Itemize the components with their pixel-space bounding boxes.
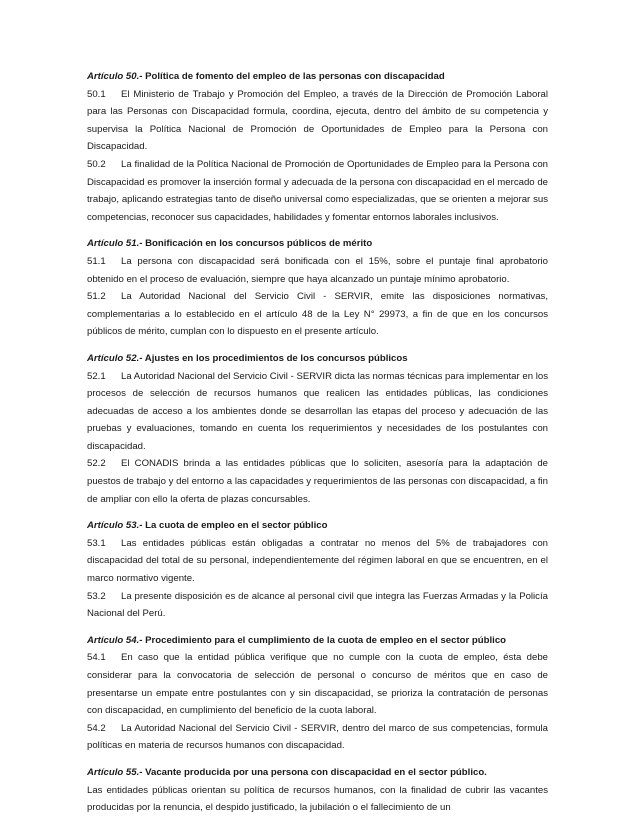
article-title: Vacante producida por una persona con discapacidad en el sector público. [142, 766, 487, 778]
article-52 [87, 350, 548, 508]
paragraph-number: 52.1 [87, 370, 106, 382]
article-title: Procedimiento para el cumplimiento de la cuota de empleo en el sector público [142, 634, 507, 646]
article-heading [87, 350, 548, 368]
article-paragraph [87, 782, 548, 817]
article-paragraph [87, 156, 548, 226]
article-number: Artículo 53.- [87, 520, 143, 532]
article-number: Artículo 52.- [87, 352, 143, 364]
article-title: Política de fomento del empleo de las personas con discapacidad [142, 71, 445, 82]
article-heading [87, 68, 548, 86]
paragraph-text: La Autoridad Nacional del Servicio Civil - SERVIR, emite las disposiciones normativas, complementarias a lo establecido en el artículo 48 de la Ley N° 29973, a fin de que en los concursos públicos de mérito, cumplan con lo dispuesto en el presente artículo. [87, 291, 548, 338]
paragraph-number: 51.1 [87, 255, 106, 267]
paragraph-number: 52.2 [87, 458, 106, 470]
paragraph-number: 51.2 [87, 291, 106, 303]
paragraph-number: 50.2 [87, 158, 106, 170]
paragraph-text: La persona con discapacidad será bonificada con el 15%, sobre el puntaje final aprobatorio obtenido en el proceso de evaluación, siempre que haya alcanzado un puntaje mínimo aprobatorio. [87, 255, 548, 285]
article-53 [87, 517, 548, 623]
article-number: Artículo 55.- [87, 766, 143, 778]
article-heading [87, 764, 548, 782]
paragraph-text: El Ministerio de Trabajo y Promoción del Empleo, a través de la Dirección de Promoción Laboral para las Personas con Discapacidad formula, coordina, ejecuta, dentro del ámbito de su competencia y supervisa la Política Nacional de Promoción de Oportunidades de Empleo para la Persona con Discapacidad. [87, 88, 548, 153]
article-paragraph [87, 588, 548, 623]
article-number: Artículo 51.- [87, 238, 143, 250]
paragraph-text: Las entidades públicas orientan su política de recursos humanos, con la finalidad de cubrir las vacantes producidas por la renuncia, el despido justificado, la jubilación o el fallecimiento de un [87, 784, 548, 814]
paragraph-text: El CONADIS brinda a las entidades públicas que lo soliciten, asesoría para la adaptación de puestos de trabajo y del entorno a las capacidades y requerimientos de las personas con discapacidad, a fin de ampliar con ello la oferta de plazas concursables. [87, 458, 548, 505]
paragraph-number: 54.1 [87, 652, 106, 664]
paragraph-text: La presente disposición es de alcance al personal civil que integra las Fuerzas Armadas y la Policía Nacional del Perú. [87, 590, 548, 620]
article-paragraph [87, 368, 548, 456]
article-51 [87, 235, 548, 341]
paragraph-text: En caso que la entidad pública verifique que no cumple con la cuota de empleo, ésta debe considerar para la convocatoria de selección de personal o concurso de méritos que en caso de presentarse un empate entre postulantes con y sin discapacidad, se prioriza la contratación de personas con discapacidad, en cumplimiento del beneficio de la cuota laboral. [87, 652, 548, 717]
article-title: Ajustes en los procedimientos de los concursos públicos [142, 352, 408, 364]
article-50 [87, 68, 548, 226]
article-paragraph [87, 288, 548, 341]
paragraph-text: La finalidad de la Política Nacional de Promoción de Oportunidades de Empleo para la Persona con Discapacidad es promover la inserción formal y adecuada de la persona con discapacidad en el mercado de trabajo, aplicando estrategias tanto de diseño universal como especializadas, que se orienten a mejorar sus competencias, reconocer sus capacidades, habilidades y fomentar entornos laborales inclusivos. [87, 158, 548, 223]
article-paragraph [87, 253, 548, 288]
document-page [87, 68, 548, 826]
article-heading [87, 517, 548, 535]
article-paragraph [87, 720, 548, 755]
article-paragraph [87, 649, 548, 719]
paragraph-number: 54.2 [87, 722, 106, 734]
article-paragraph [87, 86, 548, 156]
article-heading [87, 235, 548, 253]
paragraph-number: 50.1 [87, 88, 106, 100]
article-title: Bonificación en los concursos públicos de mérito [142, 238, 373, 250]
paragraph-number: 53.1 [87, 537, 106, 549]
article-number: Artículo 50.- [87, 71, 143, 82]
article-paragraph [87, 535, 548, 588]
article-heading [87, 632, 548, 650]
paragraph-number: 53.2 [87, 590, 106, 602]
article-paragraph [87, 455, 548, 508]
article-54 [87, 632, 548, 755]
paragraph-text: La Autoridad Nacional del Servicio Civil - SERVIR, dentro del marco de sus competencias, formula políticas en materia de recursos humanos con discapacidad. [87, 722, 548, 752]
paragraph-text: Las entidades públicas están obligadas a contratar no menos del 5% de trabajadores con discapacidad del total de su personal, independientemente del régimen laboral en que se encuentren, en el marco normativo vigente. [87, 537, 548, 585]
article-title: La cuota de empleo en el sector público [142, 520, 328, 532]
article-55 [87, 764, 548, 817]
paragraph-text: La Autoridad Nacional del Servicio Civil - SERVIR dicta las normas técnicas para implementar en los procesos de selección de recursos humanos que realicen las entidades públicas, las condiciones adecuadas de acceso a los ambientes donde se desarrollan las etapas del proceso y adecuación de las pruebas y evaluaciones, tomando en cuenta los requerimientos y necesidades de los postulantes con discapacidad. [87, 370, 548, 452]
article-number: Artículo 54.- [87, 634, 143, 646]
